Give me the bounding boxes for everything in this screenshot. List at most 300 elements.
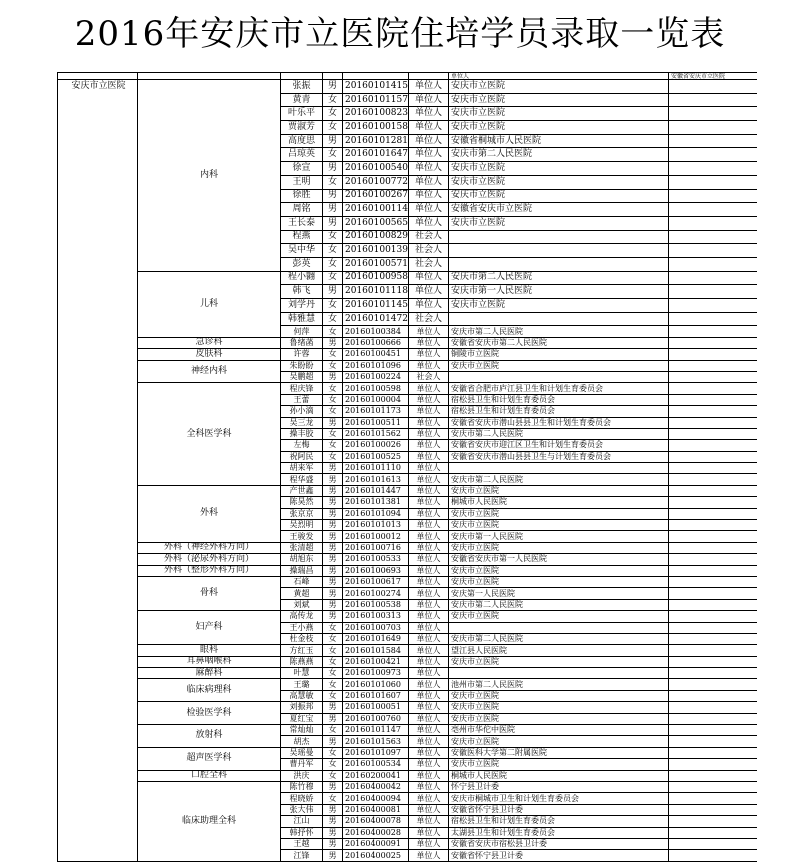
exam-id-cell: 20160101563 xyxy=(343,736,409,747)
exam-id-cell: 20160100716 xyxy=(343,542,409,553)
applicant-type-cell: 单位人 xyxy=(409,203,449,217)
applicant-type-cell: 单位人 xyxy=(409,690,449,701)
sex-cell: 女 xyxy=(323,271,343,285)
sex-cell: 女 xyxy=(323,326,343,337)
applicant-type-cell: 单位人 xyxy=(409,285,449,299)
student-name-cell: 王璐 xyxy=(281,679,323,690)
sex-cell: 女 xyxy=(323,93,343,107)
applicant-type-cell: 单位人 xyxy=(409,804,449,815)
employer-unit-cell: 安庆市第二人民医院 xyxy=(449,428,669,439)
admission-table-area xyxy=(57,72,757,862)
student-name-cell: 徐宣 xyxy=(281,162,323,176)
employer-unit-cell: 安庆市立医院 xyxy=(449,520,669,531)
applicant-type-cell: 单位人 xyxy=(409,679,449,690)
blank-cell xyxy=(669,668,758,679)
student-name-cell: 常灿灿 xyxy=(281,725,323,736)
exam-id-cell: 20160100224 xyxy=(343,371,409,382)
employer-unit-cell: 安徽省怀宁县卫计委 xyxy=(449,804,669,815)
applicant-type-cell: 单位人 xyxy=(409,850,449,861)
applicant-type-cell: 单位人 xyxy=(409,337,449,348)
exam-id-cell: 20160100004 xyxy=(343,394,409,405)
exam-id-cell: 20160100114 xyxy=(343,203,409,217)
blank-cell xyxy=(669,428,758,439)
blank-cell xyxy=(669,417,758,428)
sex-cell: 男 xyxy=(323,576,343,587)
student-name-cell: 吴中华 xyxy=(281,244,323,258)
blank-cell xyxy=(669,747,758,758)
sex-cell: 女 xyxy=(323,770,343,781)
exam-id-cell: 20160101173 xyxy=(343,406,409,417)
blank-cell xyxy=(669,588,758,599)
sex-cell: 女 xyxy=(323,747,343,758)
blank-cell xyxy=(669,827,758,838)
blank-cell xyxy=(669,702,758,713)
blank-cell xyxy=(669,337,758,348)
sex-cell: 男 xyxy=(323,134,343,148)
employer-unit-cell: 安庆市立医院 xyxy=(449,299,669,313)
student-name-cell: 胡来军 xyxy=(281,463,323,474)
student-name-cell: 刘斌 xyxy=(281,599,323,610)
exam-id-cell: 20160101094 xyxy=(343,508,409,519)
employer-unit-cell: 安庆市立医院 xyxy=(449,542,669,553)
sex-cell: 男 xyxy=(323,611,343,622)
blank-cell xyxy=(669,736,758,747)
department-cell: 检验医学科 xyxy=(138,702,281,725)
employer-unit-cell: 安庆市第一人民医院 xyxy=(449,531,669,542)
applicant-type-cell: 社会人 xyxy=(409,244,449,258)
exam-id-cell: 20160100693 xyxy=(343,565,409,576)
applicant-type-cell: 单位人 xyxy=(409,588,449,599)
blank-cell xyxy=(669,542,758,553)
blank-cell xyxy=(669,554,758,565)
student-name-cell: 张振 xyxy=(281,80,323,94)
student-name-cell: 叶乐平 xyxy=(281,107,323,121)
table-cell xyxy=(323,73,343,80)
sex-cell: 男 xyxy=(323,474,343,485)
sex-cell: 男 xyxy=(323,565,343,576)
applicant-type-cell: 单位人 xyxy=(409,107,449,121)
sex-cell: 女 xyxy=(323,299,343,313)
blank-cell xyxy=(669,383,758,394)
student-name-cell: 贾淑芳 xyxy=(281,121,323,135)
applicant-type-cell: 单位人 xyxy=(409,565,449,576)
employer-unit-cell: 安庆市第一人民医院 xyxy=(449,285,669,299)
blank-cell xyxy=(669,816,758,827)
department-cell: 口腔全科 xyxy=(138,770,281,781)
department-cell: 神经内科 xyxy=(138,360,281,383)
sex-cell: 女 xyxy=(323,440,343,451)
sex-cell: 女 xyxy=(323,107,343,121)
exam-id-cell: 20160101472 xyxy=(343,312,409,326)
applicant-type-cell: 单位人 xyxy=(409,542,449,553)
employer-unit-cell: 安徽医科大学第二附属医院 xyxy=(449,747,669,758)
student-name-cell: 吴烈明 xyxy=(281,520,323,531)
blank-cell xyxy=(669,497,758,508)
student-name-cell: 洪庆 xyxy=(281,770,323,781)
table-row xyxy=(58,485,758,496)
applicant-type-cell: 单位人 xyxy=(409,747,449,758)
student-name-cell: 陈燕燕 xyxy=(281,656,323,667)
student-name-cell: 王越 xyxy=(281,838,323,849)
table-cell xyxy=(343,73,409,80)
employer-unit-cell xyxy=(449,312,669,326)
applicant-type-cell: 单位人 xyxy=(409,428,449,439)
sex-cell: 女 xyxy=(323,690,343,701)
applicant-type-cell: 单位人 xyxy=(409,299,449,313)
student-name-cell: 祝阿民 xyxy=(281,451,323,462)
employer-unit-cell: 安徽省安庆市潜山县县卫生和计划生育委员会 xyxy=(449,417,669,428)
exam-id-cell: 20160100538 xyxy=(343,599,409,610)
sex-cell: 女 xyxy=(323,257,343,271)
exam-id-cell: 20160100540 xyxy=(343,162,409,176)
exam-id-cell: 20160100525 xyxy=(343,451,409,462)
employer-unit-cell: 安庆市桐城市卫生和计划生育委员会 xyxy=(449,793,669,804)
blank-cell xyxy=(669,148,758,162)
sex-cell: 女 xyxy=(323,679,343,690)
student-name-cell: 王蕾 xyxy=(281,394,323,405)
applicant-type-cell: 单位人 xyxy=(409,622,449,633)
sex-cell: 女 xyxy=(323,312,343,326)
sex-cell: 女 xyxy=(323,428,343,439)
exam-id-cell: 20160100384 xyxy=(343,326,409,337)
table-row-partial xyxy=(58,73,758,80)
blank-cell xyxy=(669,312,758,326)
applicant-type-cell: 社会人 xyxy=(409,312,449,326)
applicant-type-cell: 社会人 xyxy=(409,371,449,382)
exam-id-cell: 20160100823 xyxy=(343,107,409,121)
applicant-type-cell: 单位人 xyxy=(409,816,449,827)
employer-unit-cell: 安徽省安庆市宿松县卫计委 xyxy=(449,838,669,849)
sex-cell: 男 xyxy=(323,216,343,230)
blank-cell xyxy=(669,599,758,610)
employer-unit-cell: 安庆市第二人民医院 xyxy=(449,633,669,644)
exam-id-cell: 20160200041 xyxy=(343,770,409,781)
applicant-type-cell: 单位人 xyxy=(409,383,449,394)
exam-id-cell: 20160101145 xyxy=(343,299,409,313)
exam-id-cell: 20160101110 xyxy=(343,463,409,474)
exam-id-cell: 20160101097 xyxy=(343,747,409,758)
student-name-cell: 张清超 xyxy=(281,542,323,553)
sex-cell: 男 xyxy=(323,850,343,861)
sex-cell: 女 xyxy=(323,230,343,244)
blank-cell xyxy=(669,713,758,724)
table-row xyxy=(58,668,758,679)
student-name-cell: 许蓉 xyxy=(281,349,323,360)
applicant-type-cell: 单位人 xyxy=(409,656,449,667)
student-name-cell: 操瑞昌 xyxy=(281,565,323,576)
sex-cell: 男 xyxy=(323,827,343,838)
employer-unit-cell xyxy=(449,622,669,633)
blank-cell xyxy=(669,175,758,189)
blank-cell xyxy=(669,203,758,217)
blank-cell xyxy=(669,230,758,244)
student-name-cell: 程燕 xyxy=(281,230,323,244)
table-row xyxy=(58,349,758,360)
applicant-type-cell: 单位人 xyxy=(409,554,449,565)
blank-cell xyxy=(669,326,758,337)
exam-id-cell: 20160100274 xyxy=(343,588,409,599)
student-name-cell: 刘振邦 xyxy=(281,702,323,713)
department-cell: 妇产科 xyxy=(138,611,281,645)
sex-cell: 女 xyxy=(323,451,343,462)
applicant-type-cell: 单位人 xyxy=(409,440,449,451)
blank-cell xyxy=(669,349,758,360)
sex-cell: 男 xyxy=(323,702,343,713)
employer-unit-cell: 安庆市立医院 xyxy=(449,80,669,94)
table-row xyxy=(58,782,758,793)
sex-cell: 男 xyxy=(323,80,343,94)
employer-unit-cell: 安庆市立医院 xyxy=(449,189,669,203)
exam-id-cell: 20160100533 xyxy=(343,554,409,565)
table-row xyxy=(58,271,758,285)
student-name-cell: 夏红宝 xyxy=(281,713,323,724)
exam-id-cell: 20160101613 xyxy=(343,474,409,485)
blank-cell xyxy=(669,394,758,405)
sex-cell: 男 xyxy=(323,542,343,553)
sex-cell: 男 xyxy=(323,531,343,542)
blank-cell xyxy=(669,371,758,382)
sex-cell: 男 xyxy=(323,337,343,348)
sex-cell: 男 xyxy=(323,189,343,203)
employer-unit-cell: 安庆第一人民医院 xyxy=(449,588,669,599)
applicant-type-cell: 单位人 xyxy=(409,827,449,838)
student-name-cell: 徐胜 xyxy=(281,189,323,203)
student-name-cell: 鲁绪菡 xyxy=(281,337,323,348)
employer-unit-cell: 桐城市人民医院 xyxy=(449,770,669,781)
student-name-cell: 方红玉 xyxy=(281,645,323,656)
table-cell: 单位人 xyxy=(449,73,669,80)
applicant-type-cell: 单位人 xyxy=(409,611,449,622)
employer-unit-cell: 安庆市立医院 xyxy=(449,162,669,176)
employer-unit-cell: 安庆市立医院 xyxy=(449,611,669,622)
employer-unit-cell: 亳州市华佗中医院 xyxy=(449,725,669,736)
department-cell: 眼科 xyxy=(138,645,281,656)
student-name-cell: 王明 xyxy=(281,175,323,189)
sex-cell: 男 xyxy=(323,371,343,382)
exam-id-cell: 20160100267 xyxy=(343,189,409,203)
table-row xyxy=(58,542,758,553)
student-name-cell: 周铭 xyxy=(281,203,323,217)
table-row xyxy=(58,611,758,622)
blank-cell xyxy=(669,633,758,644)
employer-unit-cell: 安庆市立医院 xyxy=(449,736,669,747)
sex-cell: 男 xyxy=(323,285,343,299)
student-name-cell: 朱盼盼 xyxy=(281,360,323,371)
student-name-cell: 高传龙 xyxy=(281,611,323,622)
sex-cell: 女 xyxy=(323,622,343,633)
applicant-type-cell: 单位人 xyxy=(409,463,449,474)
exam-id-cell: 20160400091 xyxy=(343,838,409,849)
applicant-type-cell: 单位人 xyxy=(409,576,449,587)
blank-cell xyxy=(669,793,758,804)
student-name-cell: 陈竹穆 xyxy=(281,782,323,793)
student-name-cell: 吴鹏超 xyxy=(281,371,323,382)
blank-cell xyxy=(669,257,758,271)
blank-cell xyxy=(669,463,758,474)
applicant-type-cell: 单位人 xyxy=(409,134,449,148)
student-name-cell: 程庆锋 xyxy=(281,383,323,394)
table-row xyxy=(58,679,758,690)
table-cell xyxy=(58,73,138,80)
student-name-cell: 刘学丹 xyxy=(281,299,323,313)
employer-unit-cell: 安庆市第二人民医院 xyxy=(449,474,669,485)
blank-cell xyxy=(669,508,758,519)
table-cell xyxy=(409,73,449,80)
sex-cell: 男 xyxy=(323,838,343,849)
exam-id-cell: 20160100313 xyxy=(343,611,409,622)
exam-id-cell: 20160101281 xyxy=(343,134,409,148)
sex-cell: 男 xyxy=(323,599,343,610)
blank-cell xyxy=(669,850,758,861)
employer-unit-cell: 安徽省安庆市潜山县县卫生与计划生育委员会 xyxy=(449,451,669,462)
table-row xyxy=(58,747,758,758)
blank-cell xyxy=(669,520,758,531)
blank-cell xyxy=(669,93,758,107)
exam-id-cell: 20160100772 xyxy=(343,175,409,189)
sex-cell: 女 xyxy=(323,148,343,162)
applicant-type-cell: 单位人 xyxy=(409,216,449,230)
employer-unit-cell: 安徽省安庆市立医院 xyxy=(449,203,669,217)
applicant-type-cell: 单位人 xyxy=(409,417,449,428)
student-name-cell: 江锋 xyxy=(281,850,323,861)
employer-unit-cell: 安徽省桐城市人民医院 xyxy=(449,134,669,148)
sex-cell: 女 xyxy=(323,175,343,189)
applicant-type-cell: 单位人 xyxy=(409,759,449,770)
sex-cell: 男 xyxy=(323,588,343,599)
student-name-cell: 韩飞 xyxy=(281,285,323,299)
applicant-type-cell: 单位人 xyxy=(409,360,449,371)
sex-cell: 男 xyxy=(323,816,343,827)
employer-unit-cell: 宿松县卫生和计划生育委员会 xyxy=(449,816,669,827)
exam-id-cell: 20160100451 xyxy=(343,349,409,360)
student-name-cell: 高度思 xyxy=(281,134,323,148)
employer-unit-cell: 安徽省安庆市迎江区卫生和计划生育委员会 xyxy=(449,440,669,451)
employer-unit-cell: 安庆市立医院 xyxy=(449,690,669,701)
blank-cell xyxy=(669,804,758,815)
table-cell xyxy=(281,73,323,80)
exam-id-cell: 20160400094 xyxy=(343,793,409,804)
sex-cell: 女 xyxy=(323,633,343,644)
employer-unit-cell: 安庆市立医院 xyxy=(449,360,669,371)
blank-cell xyxy=(669,80,758,94)
employer-unit-cell: 池州市第二人民医院 xyxy=(449,679,669,690)
employer-unit-cell: 怀宁县卫计委 xyxy=(449,782,669,793)
student-name-cell: 张大伟 xyxy=(281,804,323,815)
sex-cell: 男 xyxy=(323,508,343,519)
table-row xyxy=(58,770,758,781)
table-row xyxy=(58,337,758,348)
blank-cell xyxy=(669,770,758,781)
sex-cell: 男 xyxy=(323,782,343,793)
exam-id-cell: 20160101060 xyxy=(343,679,409,690)
table-row xyxy=(58,702,758,713)
student-name-cell: 陈昊然 xyxy=(281,497,323,508)
sex-cell: 女 xyxy=(323,668,343,679)
applicant-type-cell: 单位人 xyxy=(409,531,449,542)
employer-unit-cell: 安庆市立医院 xyxy=(449,576,669,587)
applicant-type-cell: 单位人 xyxy=(409,713,449,724)
applicant-type-cell: 单位人 xyxy=(409,633,449,644)
student-name-cell: 吴瑶曼 xyxy=(281,747,323,758)
applicant-type-cell: 单位人 xyxy=(409,394,449,405)
employer-unit-cell xyxy=(449,463,669,474)
blank-cell xyxy=(669,474,758,485)
employer-unit-cell xyxy=(449,244,669,258)
applicant-type-cell: 单位人 xyxy=(409,520,449,531)
employer-unit-cell: 安庆市立医院 xyxy=(449,107,669,121)
employer-unit-cell: 安庆市立医院 xyxy=(449,759,669,770)
exam-id-cell: 20160100051 xyxy=(343,702,409,713)
student-name-cell: 吕琼英 xyxy=(281,148,323,162)
sex-cell: 女 xyxy=(323,383,343,394)
blank-cell xyxy=(669,725,758,736)
blank-cell xyxy=(669,244,758,258)
employer-unit-cell: 安庆市立医院 xyxy=(449,713,669,724)
employer-unit-cell: 望江县人民医院 xyxy=(449,645,669,656)
department-cell: 骨科 xyxy=(138,576,281,610)
applicant-type-cell: 社会人 xyxy=(409,257,449,271)
table-row xyxy=(58,656,758,667)
employer-unit-cell: 安庆市立医院 xyxy=(449,485,669,496)
employer-unit-cell: 铜陵市立医院 xyxy=(449,349,669,360)
blank-cell xyxy=(669,134,758,148)
employer-unit-cell: 安徽省怀宁县卫计委 xyxy=(449,850,669,861)
applicant-type-cell: 单位人 xyxy=(409,736,449,747)
sex-cell: 男 xyxy=(323,485,343,496)
exam-id-cell: 20160101096 xyxy=(343,360,409,371)
department-cell: 放射科 xyxy=(138,725,281,748)
exam-id-cell: 20160100534 xyxy=(343,759,409,770)
exam-id-cell: 20160100139 xyxy=(343,244,409,258)
employer-unit-cell: 宿松县卫生和计划生育委员会 xyxy=(449,394,669,405)
table-row xyxy=(58,554,758,565)
employer-unit-cell: 安庆市立医院 xyxy=(449,508,669,519)
blank-cell xyxy=(669,360,758,371)
exam-id-cell: 20160100026 xyxy=(343,440,409,451)
blank-cell xyxy=(669,406,758,417)
exam-id-cell: 20160100598 xyxy=(343,383,409,394)
employer-unit-cell: 安庆市立医院 xyxy=(449,565,669,576)
sex-cell: 男 xyxy=(323,554,343,565)
blank-cell xyxy=(669,285,758,299)
exam-id-cell: 20160100158 xyxy=(343,121,409,135)
student-name-cell: 王小燕 xyxy=(281,622,323,633)
applicant-type-cell: 单位人 xyxy=(409,326,449,337)
student-name-cell: 韩雅慧 xyxy=(281,312,323,326)
applicant-type-cell: 单位人 xyxy=(409,485,449,496)
exam-id-cell: 20160100973 xyxy=(343,668,409,679)
table-row xyxy=(58,80,758,94)
employer-unit-cell: 安庆市立医院 xyxy=(449,93,669,107)
department-cell: 儿科 xyxy=(138,271,281,337)
blank-cell xyxy=(669,121,758,135)
blank-cell xyxy=(669,645,758,656)
employer-unit-cell xyxy=(449,668,669,679)
student-name-cell: 操丰胶 xyxy=(281,428,323,439)
blank-cell xyxy=(669,838,758,849)
blank-cell xyxy=(669,271,758,285)
employer-unit-cell: 安庆市立医院 xyxy=(449,175,669,189)
table-cell xyxy=(138,73,281,80)
exam-id-cell: 20160101381 xyxy=(343,497,409,508)
sex-cell: 男 xyxy=(323,463,343,474)
employer-unit-cell: 安庆市第二人民医院 xyxy=(449,326,669,337)
student-name-cell: 叶慧 xyxy=(281,668,323,679)
student-name-cell: 张京京 xyxy=(281,508,323,519)
department-cell: 超声医学科 xyxy=(138,747,281,770)
sex-cell: 女 xyxy=(323,349,343,360)
blank-cell xyxy=(669,759,758,770)
